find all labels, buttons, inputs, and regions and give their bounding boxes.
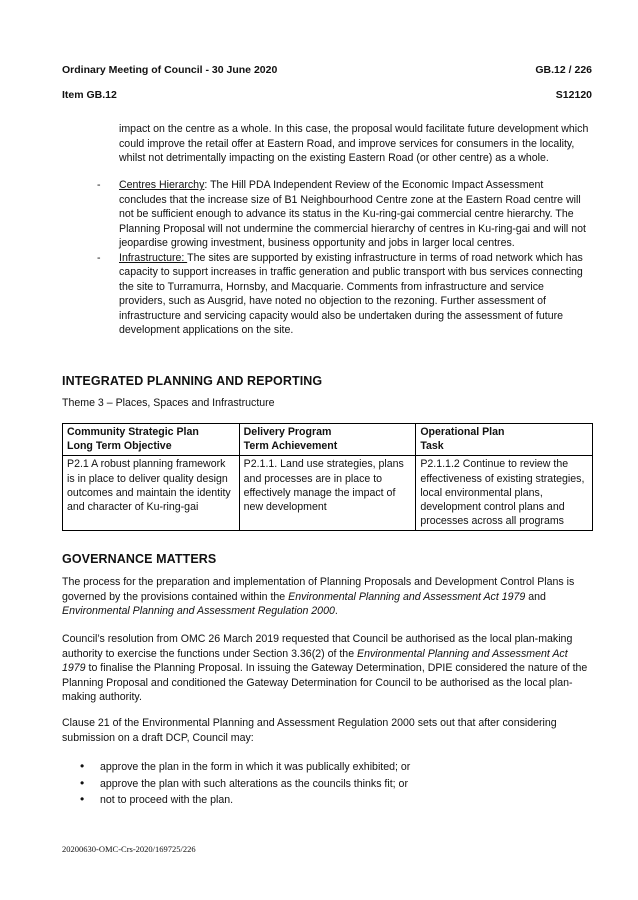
governance-paragraph-3: Clause 21 of the Environmental Planning and Assessment Regulation 2000 sets out that after considering submission on a draft DCP, Council may: bbox=[62, 717, 557, 744]
table-cell: P2.1 A robust planning framework is in place to deliver quality design outcomes and maintain the identity and character of Ku-ring-gai bbox=[63, 456, 240, 531]
bullet-marker: • bbox=[80, 759, 85, 773]
bullet-list bbox=[80, 760, 410, 810]
dash-list bbox=[97, 178, 592, 338]
page-reference: GB.12 / 226 bbox=[535, 64, 592, 76]
continuation-paragraph: impact on the centre as a whole. In this case, the proposal would facilitate future development which could improve the retail offer at Eastern Road, and improve services for consumers in the locality, whilst not detrimentally impacting on the existing Eastern Road (or other centre) as a whole. bbox=[119, 123, 589, 164]
table-cell: P2.1.1.2 Continue to review the effectiveness of existing strategies, local environmental plans, development control plans and processes across all programs bbox=[416, 456, 593, 531]
table-row bbox=[63, 456, 593, 531]
list-item: • approve the plan in the form in which it was publically exhibited; or bbox=[80, 759, 411, 773]
label-separator: : bbox=[181, 251, 188, 264]
dash-marker: - bbox=[97, 251, 101, 264]
item-label: Infrastructure bbox=[119, 251, 182, 264]
meeting-title: Ordinary Meeting of Council - 30 June 2020 bbox=[62, 64, 278, 76]
list-item: • approve the plan with such alterations as the councils thinks fit; or bbox=[80, 775, 408, 790]
document-footer: 20200630-OMC-Crs-2020/169725/226 bbox=[62, 844, 196, 854]
governance-paragraph-2: Council’s resolution from OMC 26 March 2019 requested that Council be authorised as the local plan-making authority to exercise the functions under Section 3.36(2) of the Environmental Planning and Assessment Act 1979 to finalise the Planning Proposal. In issuing the Gateway Determination, DPIE considered the nature of the Planning Proposal and conditioned the Gateway Determination for Council to be authorised as the local plan-making authority. bbox=[62, 633, 588, 703]
item-number: Item GB.12 bbox=[62, 89, 117, 101]
ipr-table bbox=[62, 423, 593, 531]
table-header-cell: Delivery Program Term Achievement bbox=[239, 424, 416, 456]
governance-paragraph-1: The process for the preparation and implementation of Planning Proposals and Development Control Plans is governed by the provisions contained within the Environmental Planning and Assessment Act 1979 and Environmental Planning and Assessment Regulation 2000. bbox=[62, 576, 575, 617]
file-reference: S12120 bbox=[555, 89, 592, 101]
dash-marker: - bbox=[97, 179, 101, 191]
bullet-marker: • bbox=[80, 775, 85, 790]
item-text: The Hill PDA Independent Review of the Economic Impact Assessment concludes that the increase size of B1 Neighbourhood Centre zone at the Eastern Road centre will not be sufficient enough to advance its status in the Ku-ring-gai commercial centre hierarchy. The Planning Proposal will not undermine the commercial hierarchy of centres in Ku-ring-gai and will not jeopardise growing investment, business opportunity and jobs in larger local centres. bbox=[119, 179, 586, 249]
bullet-marker: • bbox=[80, 792, 85, 806]
section-heading-governance: GOVERNANCE MATTERS bbox=[62, 552, 217, 566]
item-label: Centres Hierarchy bbox=[119, 179, 205, 191]
list-item bbox=[97, 251, 592, 338]
table-header-cell: Community Strategic Plan Long Term Objective bbox=[63, 424, 240, 456]
theme-line: Theme 3 – Places, Spaces and Infrastructure bbox=[62, 397, 275, 409]
label-separator: : bbox=[204, 179, 208, 191]
table-cell: P2.1.1. Land use strategies, plans and processes are in place to effectively manage the impact of new development bbox=[239, 456, 416, 531]
list-item bbox=[97, 178, 592, 251]
section-heading-ipr: INTEGRATED PLANNING AND REPORTING bbox=[62, 374, 323, 388]
list-item: • not to proceed with the plan. bbox=[80, 792, 234, 806]
table-header-row bbox=[63, 424, 593, 456]
item-text: The sites are supported by existing infrastructure in terms of road network which has capacity to support increases in traffic generation and public transport with bus services connecting the site to Turramurra, Hornsby, and Macquarie. Comments from infrastructure and service providers, such as Ausgrid, have noted no objection to the rezoning. Further assessment of infrastructure and servicing capacity would also be undertaken during the assessment of future development applications on the site. bbox=[119, 251, 583, 336]
table-header-cell: Operational Plan Task bbox=[416, 424, 593, 456]
